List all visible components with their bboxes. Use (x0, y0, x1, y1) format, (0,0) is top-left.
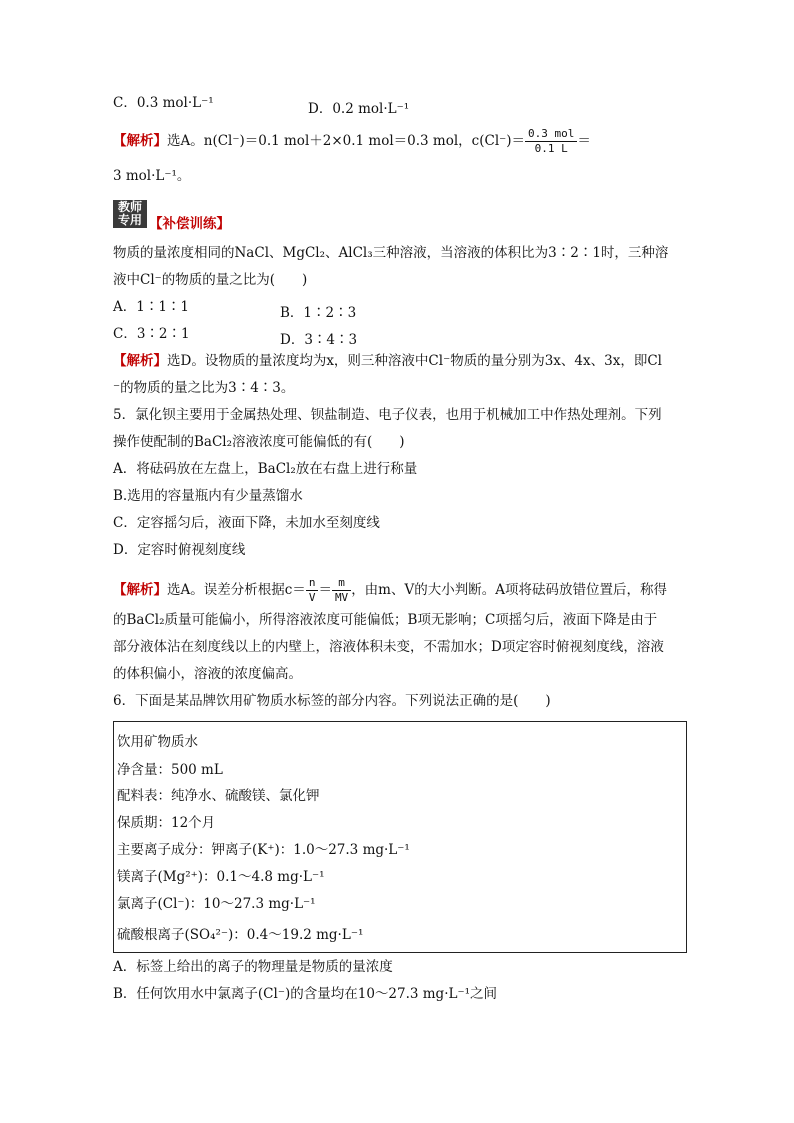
supplement-analysis (113, 355, 662, 369)
teacher-badge (113, 200, 147, 228)
analysis-text: 选A。n(Cl⁻)＝0.1 mol＋2×0.1 mol＝0.3 mol，c(Cl⁻)＝ (167, 133, 526, 149)
q5-stem-line2: 操作使配制的BaCl₂溶液浓度可能偏低的有( ) (113, 434, 405, 450)
supplement-option-c: C．3∶2∶1 (113, 326, 190, 342)
fraction (525, 127, 577, 156)
label-line: 氯离子(Cl⁻)：10～27.3 mg·L⁻¹ (117, 896, 316, 912)
q4-analysis (113, 127, 591, 156)
label-line: 配料表：纯净水、硫酸镁、氯化钾 (117, 788, 320, 804)
q5-analysis (113, 576, 667, 605)
q6-stem: 6．下面是某品牌饮用矿物质水标签的部分内容。下列说法正确的是( ) (113, 693, 551, 709)
supplement-option-d: D．3∶4∶3 (280, 332, 358, 348)
q6-option-a: A．标签上给出的离子的物理量是物质的量浓度 (113, 959, 393, 975)
fraction-numerator: n (306, 576, 319, 591)
water-label-box (113, 721, 687, 953)
supplement-option-a: A．1∶1∶1 (113, 299, 190, 315)
fraction-denominator: 0.1 L (534, 142, 568, 155)
analysis-label: 【解析】 (113, 353, 167, 369)
q4-option-d: D．0.2 mol·L⁻¹ (308, 101, 410, 117)
badge-line2: 专用 (117, 213, 142, 227)
q5-analysis-line3: 部分液体沾在刻度线以上的内壁上，溶液体积未变，不需加水；D项定容时俯视刻度线，溶液 (113, 639, 664, 655)
analysis-label: 【解析】 (113, 133, 167, 149)
fraction-numerator: 0.3 mol (525, 127, 577, 142)
label-line: 硫酸根离子(SO₄²⁻)：0.4～19.2 mg·L⁻¹ (117, 927, 364, 943)
supplement-question-line1: 物质的量浓度相同的NaCl、MgCl₂、AlCl₃三种溶液，当溶液的体积比为3∶2∶1时，三种溶 (113, 245, 669, 261)
q6-option-b: B．任何饮用水中氯离子(Cl⁻)的含量均在10～27.3 mg·L⁻¹之间 (113, 986, 497, 1002)
supplement-title: 【补偿训练】 (149, 216, 230, 232)
fraction-denominator: MV (334, 591, 349, 604)
fraction-n-over-v (306, 576, 319, 605)
label-line: 主要离子成分：钾离子(K⁺)：1.0～27.3 mg·L⁻¹ (117, 842, 410, 858)
q5-option-b: B.选用的容量瓶内有少量蒸馏水 (113, 488, 303, 504)
badge-line1: 教师 (117, 200, 142, 214)
q5-stem-line1: 5．氯化钡主要用于金属热处理、钡盐制造、电子仪表，也用于机械加工中作热处理剂。下列 (113, 407, 662, 423)
q5-analysis-line2: 的BaCl₂质量可能偏小，所得溶液浓度可能偏低；B项无影响；C项摇匀后，液面下降是由于 (113, 612, 658, 628)
fraction-numerator: m (332, 576, 351, 591)
analysis-text: 选A。误差分析根据c＝ (167, 582, 306, 598)
q4-analysis-line2: 3 mol·L⁻¹。 (113, 168, 191, 184)
q5-option-a: A．将砝码放在左盘上，BaCl₂放在右盘上进行称量 (113, 461, 418, 477)
analysis-label: 【解析】 (113, 582, 167, 598)
label-line: 饮用矿物质水 (117, 734, 198, 750)
analysis-text-post: ，由m、V的大小判断。A项将砝码放错位置后，称得 (351, 582, 667, 598)
analysis-text: 选D。设物质的量浓度均为x，则三种溶液中Cl⁻物质的量分别为3x、4x、3x，即Cl (167, 353, 662, 369)
label-line: 镁离子(Mg²⁺)：0.1～4.8 mg·L⁻¹ (117, 869, 325, 885)
fraction-denominator: V (308, 591, 316, 604)
equals-sign: ＝ (577, 133, 591, 149)
supplement-option-b: B．1∶2∶3 (280, 305, 357, 321)
fraction-m-over-mv (332, 576, 351, 605)
supplement-question-line2: 液中Cl⁻的物质的量之比为( ) (113, 272, 308, 288)
equals-sign: ＝ (318, 582, 332, 598)
q5-analysis-line4: 的体积偏小，溶液的浓度偏高。 (113, 666, 302, 682)
label-line: 保质期：12个月 (117, 815, 216, 831)
label-line: 净含量：500 mL (117, 762, 223, 778)
q5-option-c: C．定容摇匀后，液面下降，未加水至刻度线 (113, 515, 380, 531)
supplement-analysis-line2: ⁻的物质的量之比为3∶4∶3。 (113, 380, 295, 396)
q4-option-c: C．0.3 mol·L⁻¹ (113, 95, 214, 111)
q5-option-d: D．定容时俯视刻度线 (113, 542, 246, 558)
